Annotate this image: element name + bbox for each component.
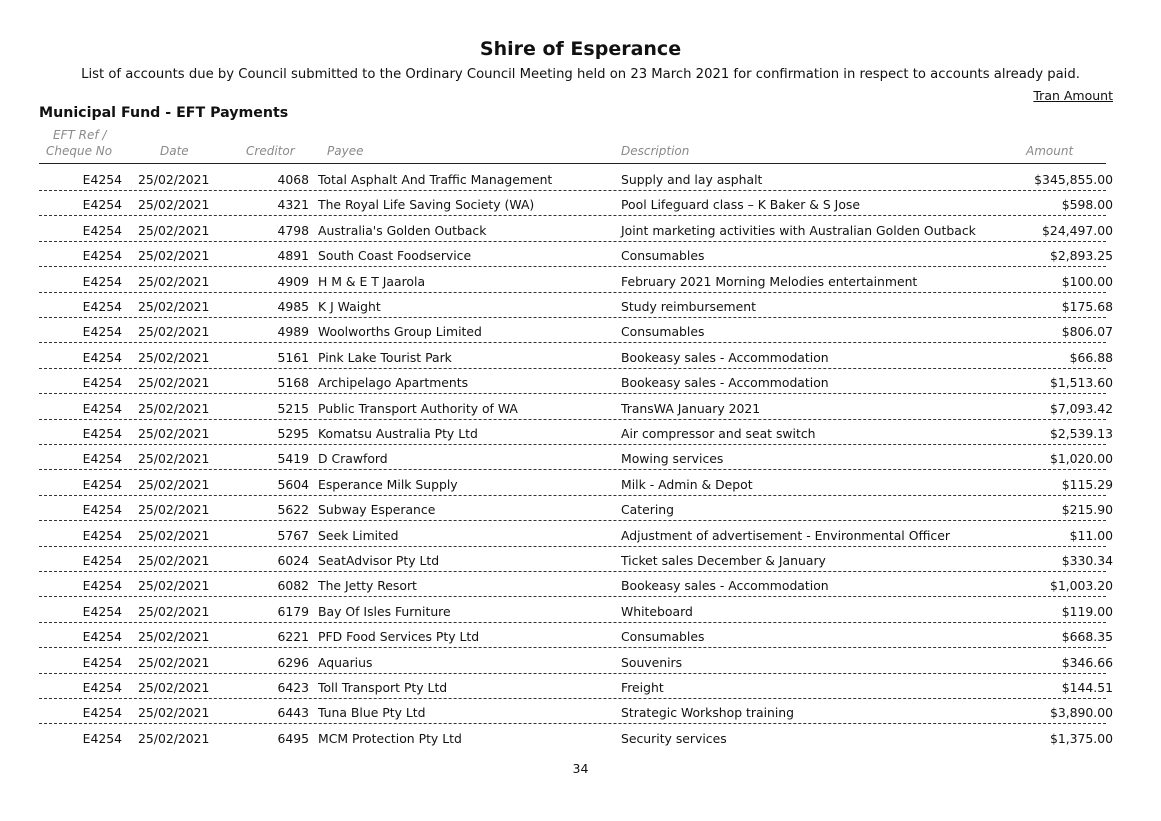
cell-amount: $598.00 <box>1061 197 1113 213</box>
cell-amount: $345,855.00 <box>1034 172 1113 187</box>
column-header-amount: Amount <box>1026 144 1074 158</box>
cell-date: 25/02/2021 <box>138 476 210 492</box>
cell-description: Bookeasy sales - Accommodation <box>621 349 829 365</box>
cell-date: 25/02/2021 <box>138 426 210 441</box>
cell-ref: E4254 <box>82 375 122 391</box>
cell-payee: The Royal Life Saving Society (WA) <box>318 197 535 213</box>
cell-description: Strategic Workshop training <box>621 705 795 721</box>
cell-amount: $119.00 <box>1061 603 1113 619</box>
cell-amount: $1,003.20 <box>1049 578 1113 594</box>
cell-ref: E4254 <box>82 705 122 721</box>
cell-date: 25/02/2021 <box>138 400 210 416</box>
table-row <box>39 598 1113 623</box>
cell-amount: $1,513.60 <box>1049 375 1113 391</box>
cell-description: Consumables <box>621 629 705 645</box>
cell-creditor: 4321 <box>277 197 309 213</box>
cell-date: 25/02/2021 <box>138 324 210 340</box>
cell-description: TransWA January 2021 <box>621 400 761 416</box>
column-header-ref-line2: Cheque No <box>46 144 113 158</box>
cell-amount: $100.00 <box>1061 273 1113 289</box>
cell-date: 25/02/2021 <box>138 375 210 391</box>
cell-payee: Subway Esperance <box>318 502 436 518</box>
cell-payee: Tuna Blue Pty Ltd <box>318 705 426 721</box>
table-row <box>39 369 1113 394</box>
cell-amount: $175.68 <box>1061 299 1113 314</box>
cell-date: 25/02/2021 <box>138 299 210 314</box>
cell-payee: Public Transport Authority of WA <box>318 400 518 416</box>
cell-date: 25/02/2021 <box>138 172 210 187</box>
table-row <box>39 699 1113 724</box>
table-row <box>39 166 1113 191</box>
cell-payee: Bay Of Isles Furniture <box>318 603 451 619</box>
table-row <box>39 725 1113 750</box>
table-row <box>39 471 1113 496</box>
cell-creditor: 5161 <box>277 349 309 365</box>
table-row <box>39 420 1113 445</box>
cell-payee: Aquarius <box>318 654 373 670</box>
cell-creditor: 6082 <box>277 578 309 594</box>
cell-description: Freight <box>621 680 664 695</box>
cell-payee: Esperance Milk Supply <box>318 476 458 492</box>
cell-creditor: 4068 <box>277 172 309 187</box>
cell-amount: $215.90 <box>1061 502 1113 518</box>
column-header-description: Description <box>621 144 690 158</box>
cell-date: 25/02/2021 <box>138 629 210 645</box>
cell-ref: E4254 <box>82 654 122 670</box>
cell-creditor: 5419 <box>277 451 309 467</box>
cell-ref: E4254 <box>82 578 122 594</box>
cell-ref: E4254 <box>82 426 122 441</box>
cell-description: Souvenirs <box>621 654 683 670</box>
cell-creditor: 5767 <box>277 527 309 543</box>
cell-payee: Australia's Golden Outback <box>318 222 487 238</box>
cell-ref: E4254 <box>82 222 122 238</box>
cell-amount: $668.35 <box>1061 629 1113 645</box>
cell-description: Ticket sales December & January <box>621 553 826 568</box>
table-row <box>39 293 1113 318</box>
cell-amount: $115.29 <box>1061 476 1113 492</box>
cell-payee: MCM Protection Pty Ltd <box>318 730 462 746</box>
cell-description: Bookeasy sales - Accommodation <box>621 578 829 594</box>
column-header-date: Date <box>160 144 189 158</box>
cell-description: Joint marketing activities with Australian Golden Outback <box>621 222 976 238</box>
cell-ref: E4254 <box>82 527 122 543</box>
cell-date: 25/02/2021 <box>138 603 210 619</box>
cell-creditor: 5168 <box>277 375 309 391</box>
cell-ref: E4254 <box>82 299 122 314</box>
cell-description: Catering <box>621 502 674 518</box>
cell-amount: $1,020.00 <box>1049 451 1113 467</box>
cell-payee: Total Asphalt And Traffic Management <box>318 172 553 187</box>
cell-description: Supply and lay asphalt <box>621 172 763 187</box>
cell-amount: $144.51 <box>1061 680 1113 695</box>
cell-payee: Archipelago Apartments <box>318 375 469 391</box>
cell-payee: D Crawford <box>318 451 388 467</box>
cell-payee: H M & E T Jaarola <box>318 273 426 289</box>
cell-amount: $11.00 <box>1069 527 1113 543</box>
cell-description: Milk - Admin & Depot <box>621 476 753 492</box>
fund-heading: Municipal Fund - EFT Payments <box>39 105 289 121</box>
cell-date: 25/02/2021 <box>138 197 210 213</box>
cell-payee: Woolworths Group Limited <box>318 324 482 340</box>
cell-description: February 2021 Morning Melodies entertainment <box>621 273 918 289</box>
column-header-ref-line1: EFT Ref / <box>53 128 107 142</box>
cell-ref: E4254 <box>82 553 122 568</box>
cell-date: 25/02/2021 <box>138 705 210 721</box>
cell-creditor: 5215 <box>277 400 309 416</box>
cell-creditor: 6423 <box>277 680 309 695</box>
cell-description: Security services <box>621 730 727 746</box>
cell-ref: E4254 <box>82 349 122 365</box>
tran-amount-label: Tran Amount <box>1033 88 1113 103</box>
cell-creditor: 6443 <box>277 705 309 721</box>
cell-description: Consumables <box>621 324 705 340</box>
cell-ref: E4254 <box>82 273 122 289</box>
cell-date: 25/02/2021 <box>138 222 210 238</box>
cell-creditor: 6495 <box>277 730 309 746</box>
cell-creditor: 4989 <box>277 324 309 340</box>
cell-ref: E4254 <box>82 451 122 467</box>
cell-date: 25/02/2021 <box>138 680 210 695</box>
page-number: 34 <box>572 761 589 776</box>
cell-description: Study reimbursement <box>621 299 756 314</box>
cell-amount: $3,890.00 <box>1049 705 1113 721</box>
cell-payee: SeatAdvisor Pty Ltd <box>318 553 440 568</box>
table-row <box>39 623 1113 648</box>
cell-amount: $2,539.13 <box>1049 426 1113 441</box>
cell-date: 25/02/2021 <box>138 654 210 670</box>
header-divider <box>39 163 1106 164</box>
cell-creditor: 5622 <box>277 502 309 518</box>
cell-ref: E4254 <box>82 248 122 264</box>
cell-amount: $346.66 <box>1061 654 1113 670</box>
column-header-creditor: Creditor <box>246 144 295 158</box>
cell-description: Adjustment of advertisement - Environmental Officer <box>621 527 950 543</box>
table-row <box>39 268 1113 293</box>
cell-ref: E4254 <box>82 476 122 492</box>
table-row <box>39 344 1113 369</box>
cell-date: 25/02/2021 <box>138 451 210 467</box>
table-row <box>39 522 1113 547</box>
cell-creditor: 5295 <box>277 426 309 441</box>
cell-ref: E4254 <box>82 172 122 187</box>
cell-amount: $2,893.25 <box>1049 248 1113 264</box>
cell-amount: $806.07 <box>1061 324 1113 340</box>
cell-payee: K J Waight <box>318 299 381 314</box>
cell-creditor: 4891 <box>277 248 309 264</box>
cell-ref: E4254 <box>82 197 122 213</box>
cell-creditor: 5604 <box>277 476 309 492</box>
cell-description: Consumables <box>621 248 705 264</box>
table-row <box>39 496 1113 521</box>
cell-creditor: 4909 <box>277 273 309 289</box>
cell-payee: PFD Food Services Pty Ltd <box>318 629 480 645</box>
cell-payee: Seek Limited <box>318 527 399 543</box>
cell-creditor: 6221 <box>277 629 309 645</box>
cell-date: 25/02/2021 <box>138 578 210 594</box>
table-row <box>39 191 1113 216</box>
cell-payee: The Jetty Resort <box>318 578 417 594</box>
cell-ref: E4254 <box>82 502 122 518</box>
table-row <box>39 572 1113 597</box>
cell-ref: E4254 <box>82 400 122 416</box>
table-row <box>39 674 1113 699</box>
cell-payee: Pink Lake Tourist Park <box>318 349 452 365</box>
cell-ref: E4254 <box>82 680 122 695</box>
cell-description: Bookeasy sales - Accommodation <box>621 375 829 391</box>
cell-creditor: 4985 <box>277 299 309 314</box>
cell-amount: $7,093.42 <box>1049 400 1113 416</box>
table-row <box>39 649 1113 674</box>
cell-payee: Komatsu Australia Pty Ltd <box>318 426 478 441</box>
cell-payee: Toll Transport Pty Ltd <box>318 680 448 695</box>
cell-creditor: 6024 <box>277 553 309 568</box>
cell-payee: South Coast Foodservice <box>318 248 472 264</box>
cell-ref: E4254 <box>82 730 122 746</box>
table-row <box>39 242 1113 267</box>
cell-ref: E4254 <box>82 324 122 340</box>
cell-ref: E4254 <box>82 629 122 645</box>
cell-description: Air compressor and seat switch <box>621 426 816 441</box>
page-title: Shire of Esperance <box>479 38 682 60</box>
cell-amount: $330.34 <box>1061 553 1113 568</box>
table-row <box>39 445 1113 470</box>
report-subtitle: List of accounts due by Council submitted to the Ordinary Council Meeting held on 23 March 2021 for confirmation in respect to accounts already paid. <box>81 67 1080 82</box>
column-header-payee: Payee <box>327 144 364 158</box>
cell-date: 25/02/2021 <box>138 349 210 365</box>
cell-amount: $1,375.00 <box>1049 730 1113 746</box>
cell-date: 25/02/2021 <box>138 730 210 746</box>
cell-creditor: 6296 <box>277 654 309 670</box>
cell-description: Mowing services <box>621 451 724 467</box>
cell-date: 25/02/2021 <box>138 248 210 264</box>
cell-date: 25/02/2021 <box>138 553 210 568</box>
cell-creditor: 4798 <box>277 222 309 238</box>
cell-amount: $66.88 <box>1069 349 1113 365</box>
table-row <box>39 217 1113 242</box>
table-row <box>39 318 1113 343</box>
cell-description: Whiteboard <box>621 603 693 619</box>
cell-amount: $24,497.00 <box>1042 222 1113 238</box>
table-row <box>39 395 1113 420</box>
table-row <box>39 547 1113 572</box>
cell-description: Pool Lifeguard class – K Baker & S Jose <box>621 197 860 213</box>
cell-date: 25/02/2021 <box>138 273 210 289</box>
cell-creditor: 6179 <box>277 603 309 619</box>
cell-ref: E4254 <box>82 603 122 619</box>
cell-date: 25/02/2021 <box>138 527 210 543</box>
cell-date: 25/02/2021 <box>138 502 210 518</box>
